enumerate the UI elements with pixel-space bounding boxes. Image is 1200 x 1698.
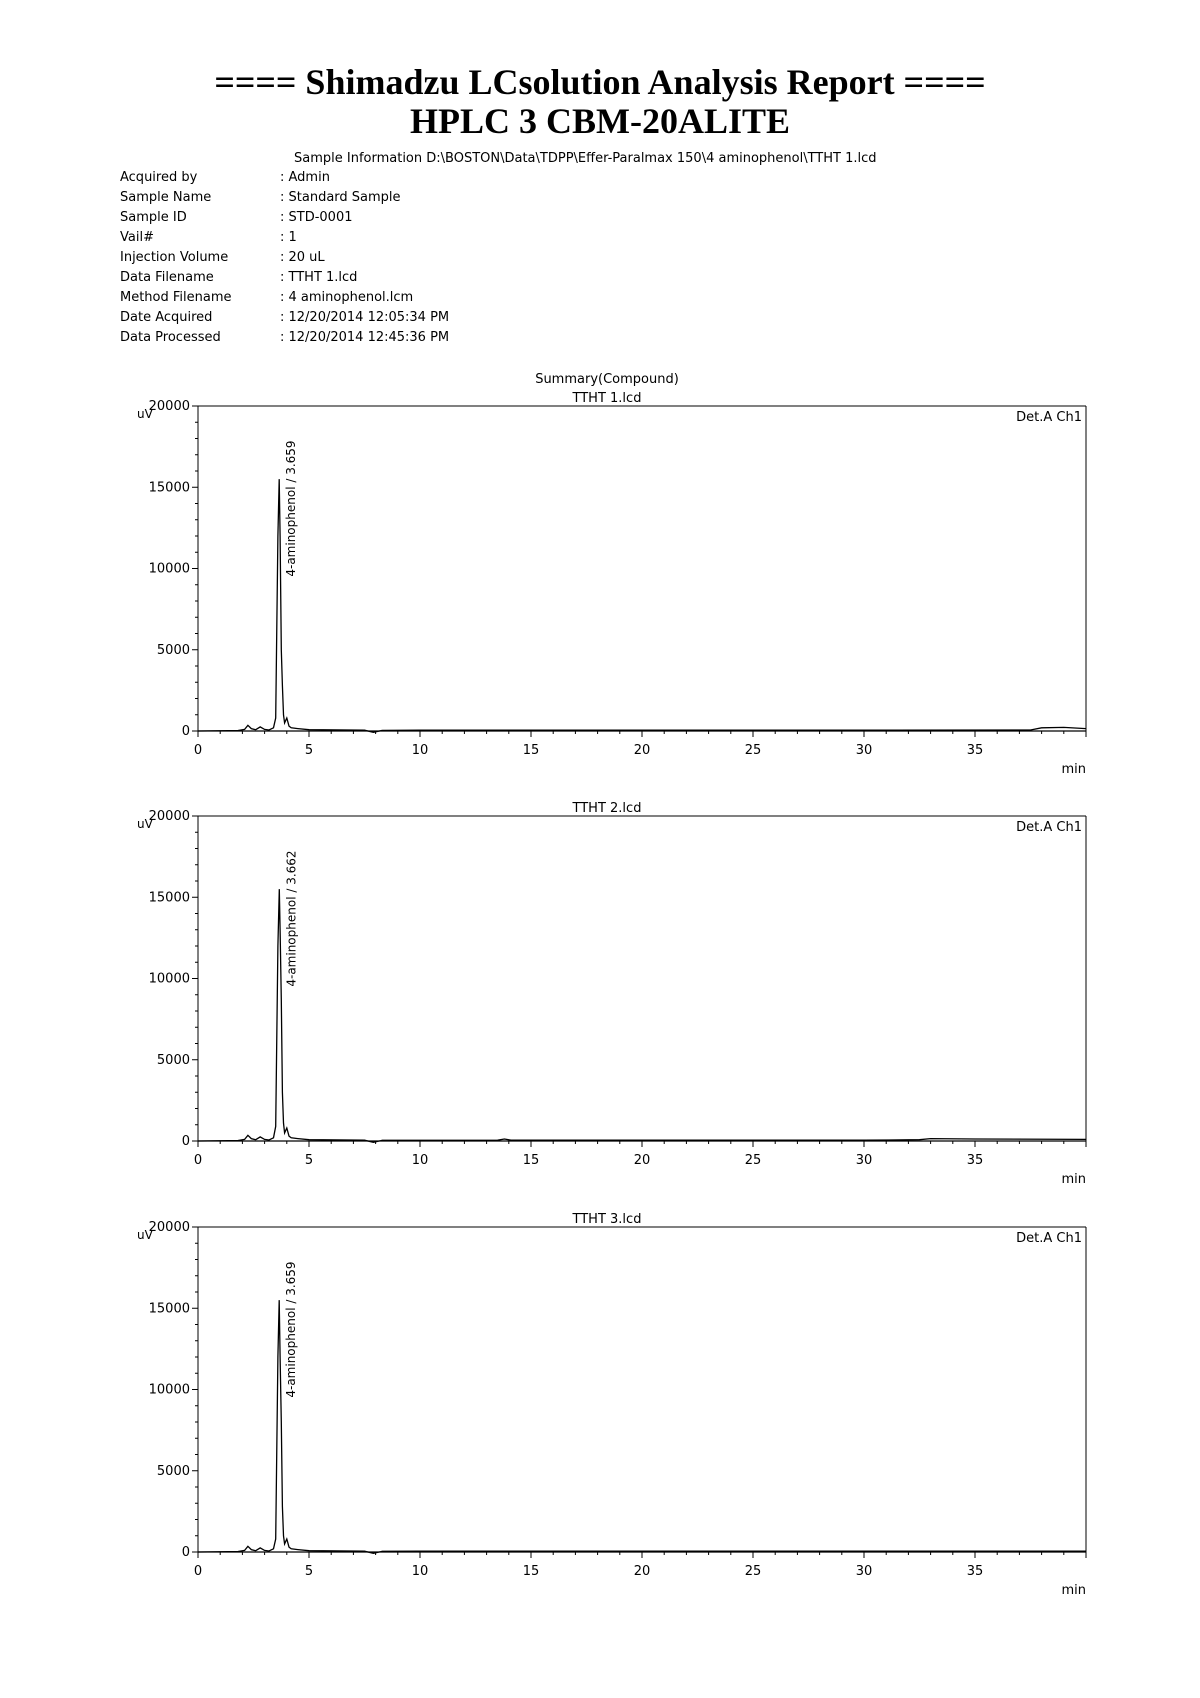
y-tick-label: 10000 xyxy=(148,1382,190,1398)
peak-label: 4-aminophenol / 3.659 xyxy=(284,440,299,577)
y-tick-label: 20000 xyxy=(148,1220,190,1235)
y-tick-label: 10000 xyxy=(148,971,190,987)
info-value: : 12/20/2014 12:05:34 PM xyxy=(280,310,450,325)
x-tick-label: 0 xyxy=(193,1153,203,1168)
x-tick-label: 25 xyxy=(744,743,762,758)
x-axis-label: min xyxy=(1061,1583,1086,1598)
info-label: Injection Volume xyxy=(120,250,229,265)
channel-label: Det.A Ch1 xyxy=(1016,820,1082,835)
x-tick-label: 5 xyxy=(304,1564,314,1579)
x-tick-label: 10 xyxy=(411,1564,429,1579)
chart-title: TTHT 2.lcd xyxy=(572,801,642,816)
x-tick-label: 15 xyxy=(522,1153,540,1168)
summary-title: Summary(Compound) xyxy=(535,372,679,387)
y-tick-label: 0 xyxy=(181,724,190,739)
x-tick-label: 0 xyxy=(193,1564,203,1579)
chromatogram-trace xyxy=(198,1300,1086,1553)
info-value: : Standard Sample xyxy=(280,190,401,205)
x-tick-label: 35 xyxy=(966,743,984,758)
y-tick-label: 20000 xyxy=(148,399,190,414)
y-tick-label: 15000 xyxy=(148,890,190,906)
channel-label: Det.A Ch1 xyxy=(1016,410,1082,425)
x-tick-label: 30 xyxy=(855,743,873,758)
info-label: Sample ID xyxy=(120,210,187,225)
x-tick-label: 35 xyxy=(966,1564,984,1579)
peak-label: 4-aminophenol / 3.662 xyxy=(284,850,299,987)
x-tick-label: 15 xyxy=(522,1564,540,1579)
info-label: Data Processed xyxy=(120,330,221,345)
info-value: : Admin xyxy=(280,170,330,185)
y-tick-label: 5000 xyxy=(156,1463,190,1479)
y-tick-label: 0 xyxy=(181,1545,190,1560)
x-tick-label: 5 xyxy=(304,1153,314,1168)
channel-label: Det.A Ch1 xyxy=(1016,1231,1082,1246)
chromatogram-trace xyxy=(198,479,1086,732)
info-value: : 4 aminophenol.lcm xyxy=(280,290,414,305)
x-tick-label: 10 xyxy=(411,743,429,758)
sample-information-path: Sample Information D:\BOSTON\Data\TDPP\Effer-Paralmax 150\4 aminophenol\TTHT 1.lcd xyxy=(294,151,877,166)
chart-title: TTHT 3.lcd xyxy=(572,1212,642,1227)
y-tick-label: 20000 xyxy=(148,809,190,824)
y-tick-label: 5000 xyxy=(156,1052,190,1068)
x-axis-label: min xyxy=(1061,1172,1086,1187)
info-value: : 20 uL xyxy=(280,250,325,265)
x-tick-label: 20 xyxy=(633,1153,651,1168)
info-label: Sample Name xyxy=(120,190,212,205)
info-label: Data Filename xyxy=(120,270,214,285)
x-tick-label: 30 xyxy=(855,1153,873,1168)
x-tick-label: 0 xyxy=(193,743,203,758)
x-tick-label: 20 xyxy=(633,743,651,758)
x-tick-label: 25 xyxy=(744,1153,762,1168)
x-tick-label: 35 xyxy=(966,1153,984,1168)
instrument-title: HPLC 3 CBM-20ALITE xyxy=(409,101,791,141)
y-tick-label: 15000 xyxy=(148,480,190,496)
y-tick-label: 10000 xyxy=(148,561,190,577)
y-tick-label: 0 xyxy=(181,1134,190,1149)
x-tick-label: 10 xyxy=(411,1153,429,1168)
y-tick-label: 5000 xyxy=(156,642,190,658)
info-value: : 1 xyxy=(280,230,297,245)
info-value: : STD-0001 xyxy=(280,210,353,225)
x-tick-label: 5 xyxy=(304,743,314,758)
y-axis-label: uV xyxy=(137,817,153,831)
x-tick-label: 30 xyxy=(855,1564,873,1579)
chart-panel-3 xyxy=(137,1212,1086,1598)
x-tick-label: 15 xyxy=(522,743,540,758)
info-label: Method Filename xyxy=(120,290,232,305)
peak-label: 4-aminophenol / 3.659 xyxy=(284,1261,299,1398)
info-value: : 12/20/2014 12:45:36 PM xyxy=(280,330,450,345)
x-tick-label: 25 xyxy=(744,1564,762,1579)
chart-title: TTHT 1.lcd xyxy=(572,391,642,406)
y-axis-label: uV xyxy=(137,407,153,421)
info-value: : TTHT 1.lcd xyxy=(280,270,358,285)
info-label: Vail# xyxy=(120,230,154,245)
chart-panel-2 xyxy=(137,801,1086,1187)
chromatogram-trace xyxy=(198,889,1086,1142)
report-title: ==== Shimadzu LCsolution Analysis Report ==== xyxy=(214,62,986,102)
x-tick-label: 20 xyxy=(633,1564,651,1579)
chart-panel-1 xyxy=(137,391,1086,777)
info-label: Date Acquired xyxy=(120,310,213,325)
info-label: Acquired by xyxy=(120,170,198,185)
y-axis-label: uV xyxy=(137,1228,153,1242)
x-axis-label: min xyxy=(1061,762,1086,777)
y-tick-label: 15000 xyxy=(148,1301,190,1317)
